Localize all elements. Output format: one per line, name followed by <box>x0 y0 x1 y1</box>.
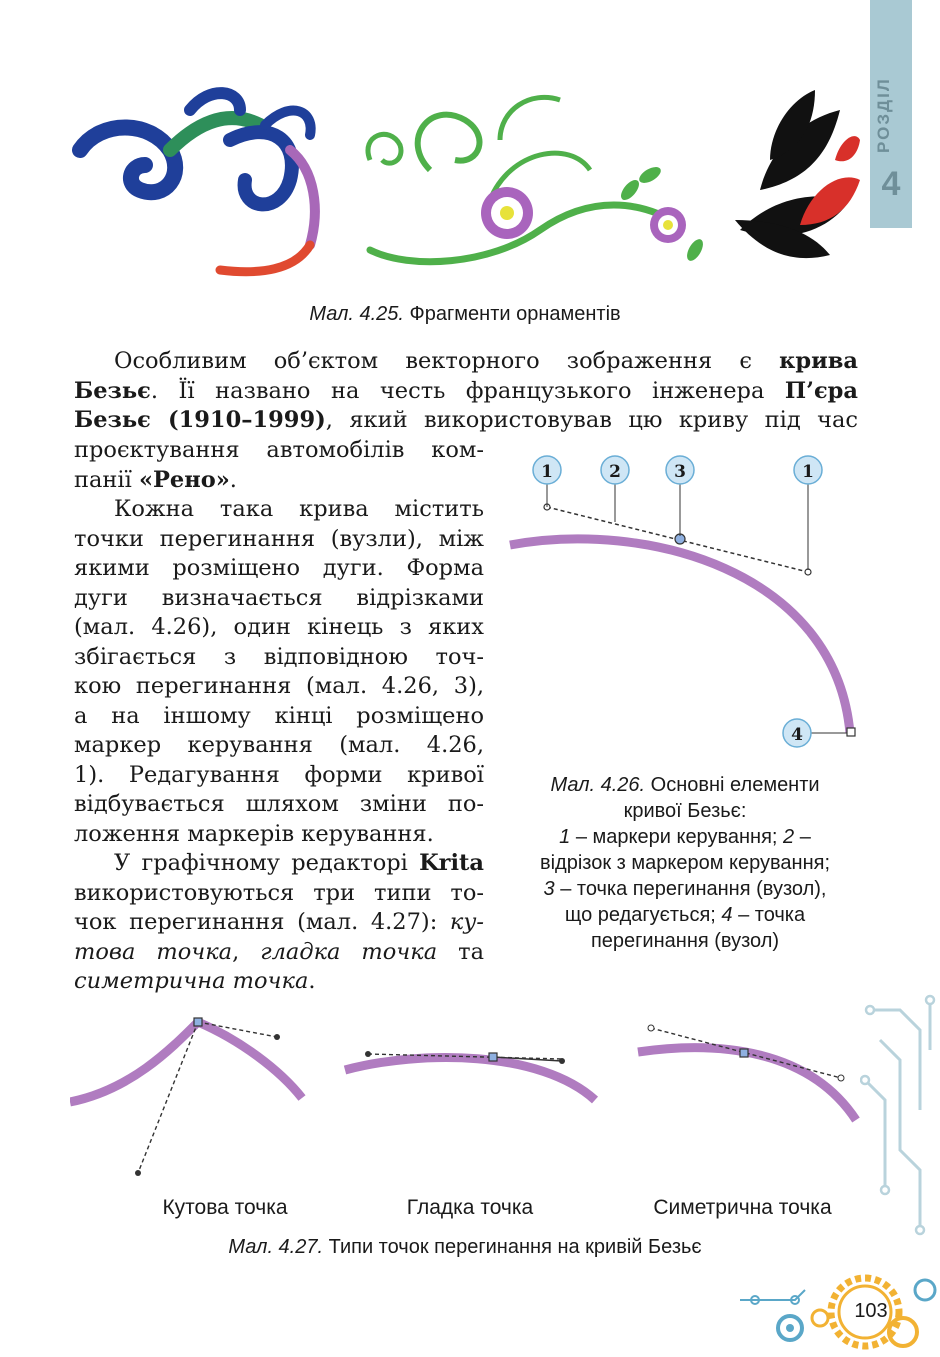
smooth-point-diagram <box>345 1051 595 1100</box>
paragraph-3-line-5: симетрична точка. <box>74 968 316 994</box>
paragraph-2-line-4: дуги визначається відрізками <box>74 584 484 611</box>
marker-badge-2 <box>601 456 629 484</box>
ornament-black <box>735 90 860 258</box>
paragraph-2-line-7: кою перегинання (мал. 4.26, 3), <box>74 673 484 699</box>
figure-425-caption <box>0 303 930 326</box>
paragraph-1 <box>74 347 858 436</box>
chapter-number: 4 <box>881 165 901 203</box>
figure-426-caption-line-7: перегинання (вузол) <box>590 930 780 952</box>
figure-427-label: Мал. 4.27. <box>228 1236 324 1258</box>
figure-427-caption <box>0 1236 930 1259</box>
paragraph-2-line-2: точки перегинання (вузли), між <box>74 525 484 552</box>
page-number: 103 <box>854 1300 888 1322</box>
symmetric-point-diagram <box>638 1025 856 1120</box>
svg-text:2: 2 <box>609 462 621 482</box>
paragraph-2-line-10: 1). Редагування форми кривої <box>74 761 484 788</box>
point-types-figure <box>70 1010 860 1190</box>
paragraph-1-line-1: Особливим об’єктом векторного зображення є крива <box>114 348 858 374</box>
small-gear-icon <box>812 1310 828 1326</box>
ornament-green <box>368 97 706 263</box>
paragraph-2-line-1: Кожна така крива містить <box>114 496 484 522</box>
figure-426-caption-line-4: відрізок з маркером керування; <box>539 852 831 874</box>
paragraph-1-line-4: проєктування автомобілів ком- <box>74 437 484 463</box>
marker-badge-4 <box>783 719 811 747</box>
figure-425-label: Мал. 4.25. <box>309 303 404 325</box>
corner-point-diagram <box>70 1018 302 1176</box>
ornament-blue <box>80 93 315 272</box>
end-node <box>847 728 855 736</box>
paragraph-3-line-2: використовуються три типи то- <box>74 879 484 906</box>
paragraph-2-line-3: якими розміщено дуги. Форма <box>74 555 484 581</box>
label-symmetric-point: Симетрична точка <box>653 1196 832 1219</box>
bezier-curve <box>510 539 850 733</box>
svg-text:3: 3 <box>674 462 686 482</box>
figure-426-caption-line-6: що редагується; 4 – точка <box>564 904 806 926</box>
paragraph-3-line-1: У графічному редакторі Krita <box>114 850 484 876</box>
paragraph-1-line-2: Безьє. Її названо на честь французького інженера П’єра <box>74 377 858 404</box>
left-column-text <box>74 436 484 997</box>
marker-badge-3 <box>666 456 694 484</box>
ornaments-figure <box>70 80 870 290</box>
paragraph-1-line-3: Безьє (1910–1999), який використовував цю криву під час <box>74 407 858 433</box>
figure-426-caption-line-5: 3 – точка перегинання (вузол), <box>543 878 827 900</box>
paragraph-2-line-11: відбувається шляхом зміни по- <box>74 791 484 817</box>
figure-426-caption-line-2: кривої Безьє: <box>623 800 747 822</box>
figure-425-title: Фрагменти орнаментів <box>409 303 621 325</box>
svg-text:4: 4 <box>791 725 803 745</box>
label-corner-point: Кутова точка <box>162 1196 288 1219</box>
paragraph-2-line-12: ложення маркерів керування. <box>74 820 434 847</box>
circuit-decoration <box>860 990 940 1250</box>
figure-426-caption-line-1: Мал. 4.26. Основні елементи <box>550 774 820 796</box>
paragraph-2-line-5: (мал. 4.26), один кінець з яких <box>74 614 484 640</box>
marker-badge-1b <box>794 456 822 484</box>
svg-text:1: 1 <box>802 462 814 482</box>
paragraph-2-line-6: збігається з відповідною точ- <box>74 643 484 670</box>
paragraph-3-line-4: това точка, гладка точка та <box>74 938 484 965</box>
figure-426-caption-line-3: 1 – маркери керування; 2 – <box>559 826 811 848</box>
label-smooth-point: Гладка точка <box>406 1196 534 1219</box>
paragraph-1-line-5: панії «Рено». <box>74 466 237 493</box>
paragraph-3-line-3: чок перегинання (мал. 4.27): ку- <box>74 909 484 935</box>
gears-decoration <box>735 1260 940 1357</box>
chapter-word: РОЗДІЛ <box>874 77 893 153</box>
svg-text:1: 1 <box>541 462 553 482</box>
figure-427-text: Типи точок перегинання на кривій Безьє <box>323 1236 702 1258</box>
marker-badge-1 <box>533 456 561 484</box>
paragraph-2-line-9: маркер керування (мал. 4.26, <box>74 732 484 758</box>
paragraph-2-line-8: а на іншому кінці розміщено <box>74 702 484 729</box>
figure-426-caption <box>505 772 865 954</box>
bezier-diagram <box>505 450 870 760</box>
